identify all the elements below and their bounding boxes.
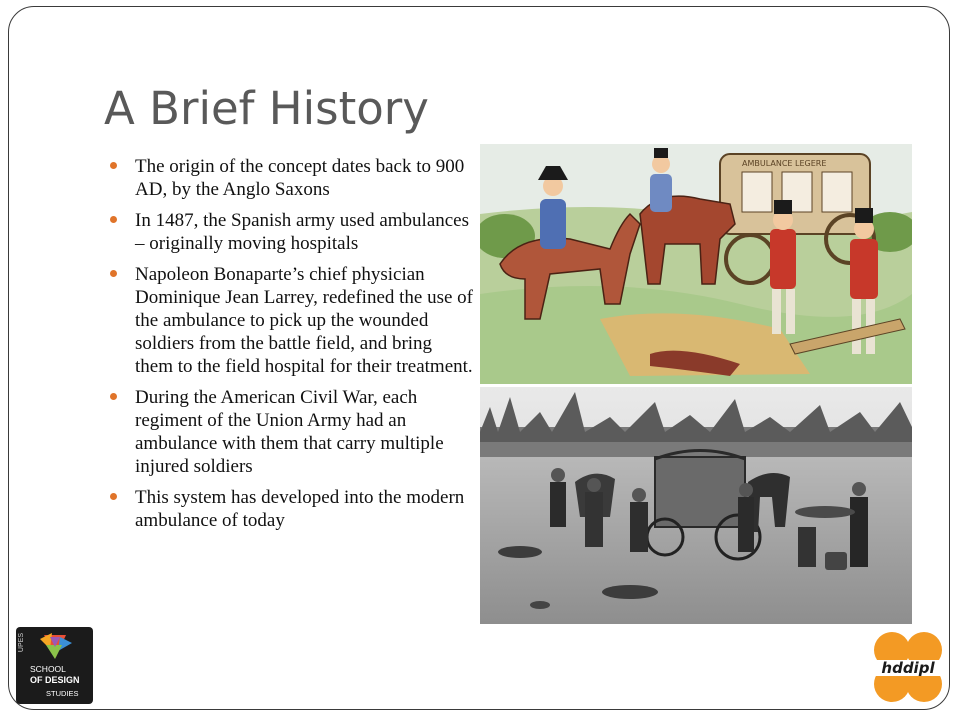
bullet-text: During the American Civil War, each regiment of the Union Army had an ambulance with them that carry multiple injured soldiers xyxy=(135,387,444,477)
bullet-item xyxy=(108,209,473,255)
bullet-dot-icon xyxy=(110,216,117,223)
hddipl-text: hddipl xyxy=(881,659,935,677)
wagon-caption: AMBULANCE LEGERE xyxy=(742,159,827,168)
logo-line-school: SCHOOL xyxy=(30,664,66,674)
bullet-item xyxy=(108,263,473,378)
bullet-text: Napoleon Bonaparte’s chief physician Dominique Jean Larrey, redefined the use of the ambulance to pick up the wounded soldiers from the battle field, and bring them to the field hospital for their treatment. xyxy=(135,264,473,377)
bullet-item xyxy=(108,155,473,201)
bullet-text: In 1487, the Spanish army used ambulances – originally moving hospitals xyxy=(135,210,470,254)
napoleonic-ambulance-illustration xyxy=(480,144,912,384)
upes-label: UPES xyxy=(18,633,25,653)
hddipl-logo xyxy=(866,628,950,706)
bullet-text: This system has developed into the modern ambulance of today xyxy=(135,487,465,531)
bullet-item xyxy=(108,386,473,478)
slide-title: A Brief History xyxy=(104,82,429,135)
bullet-item xyxy=(108,486,473,532)
bullet-dot-icon xyxy=(110,493,117,500)
logo-line-design: OF DESIGN xyxy=(30,675,80,685)
logo-line-studies: STUDIES xyxy=(46,689,79,698)
bullet-list xyxy=(108,155,473,540)
bullet-dot-icon xyxy=(110,270,117,277)
bullet-dot-icon xyxy=(110,162,117,169)
civil-war-ambulance-photo xyxy=(480,387,912,624)
bullet-dot-icon xyxy=(110,393,117,400)
bullet-text: The origin of the concept dates back to 900 AD, by the Anglo Saxons xyxy=(135,156,465,200)
school-of-design-logo xyxy=(16,627,93,704)
